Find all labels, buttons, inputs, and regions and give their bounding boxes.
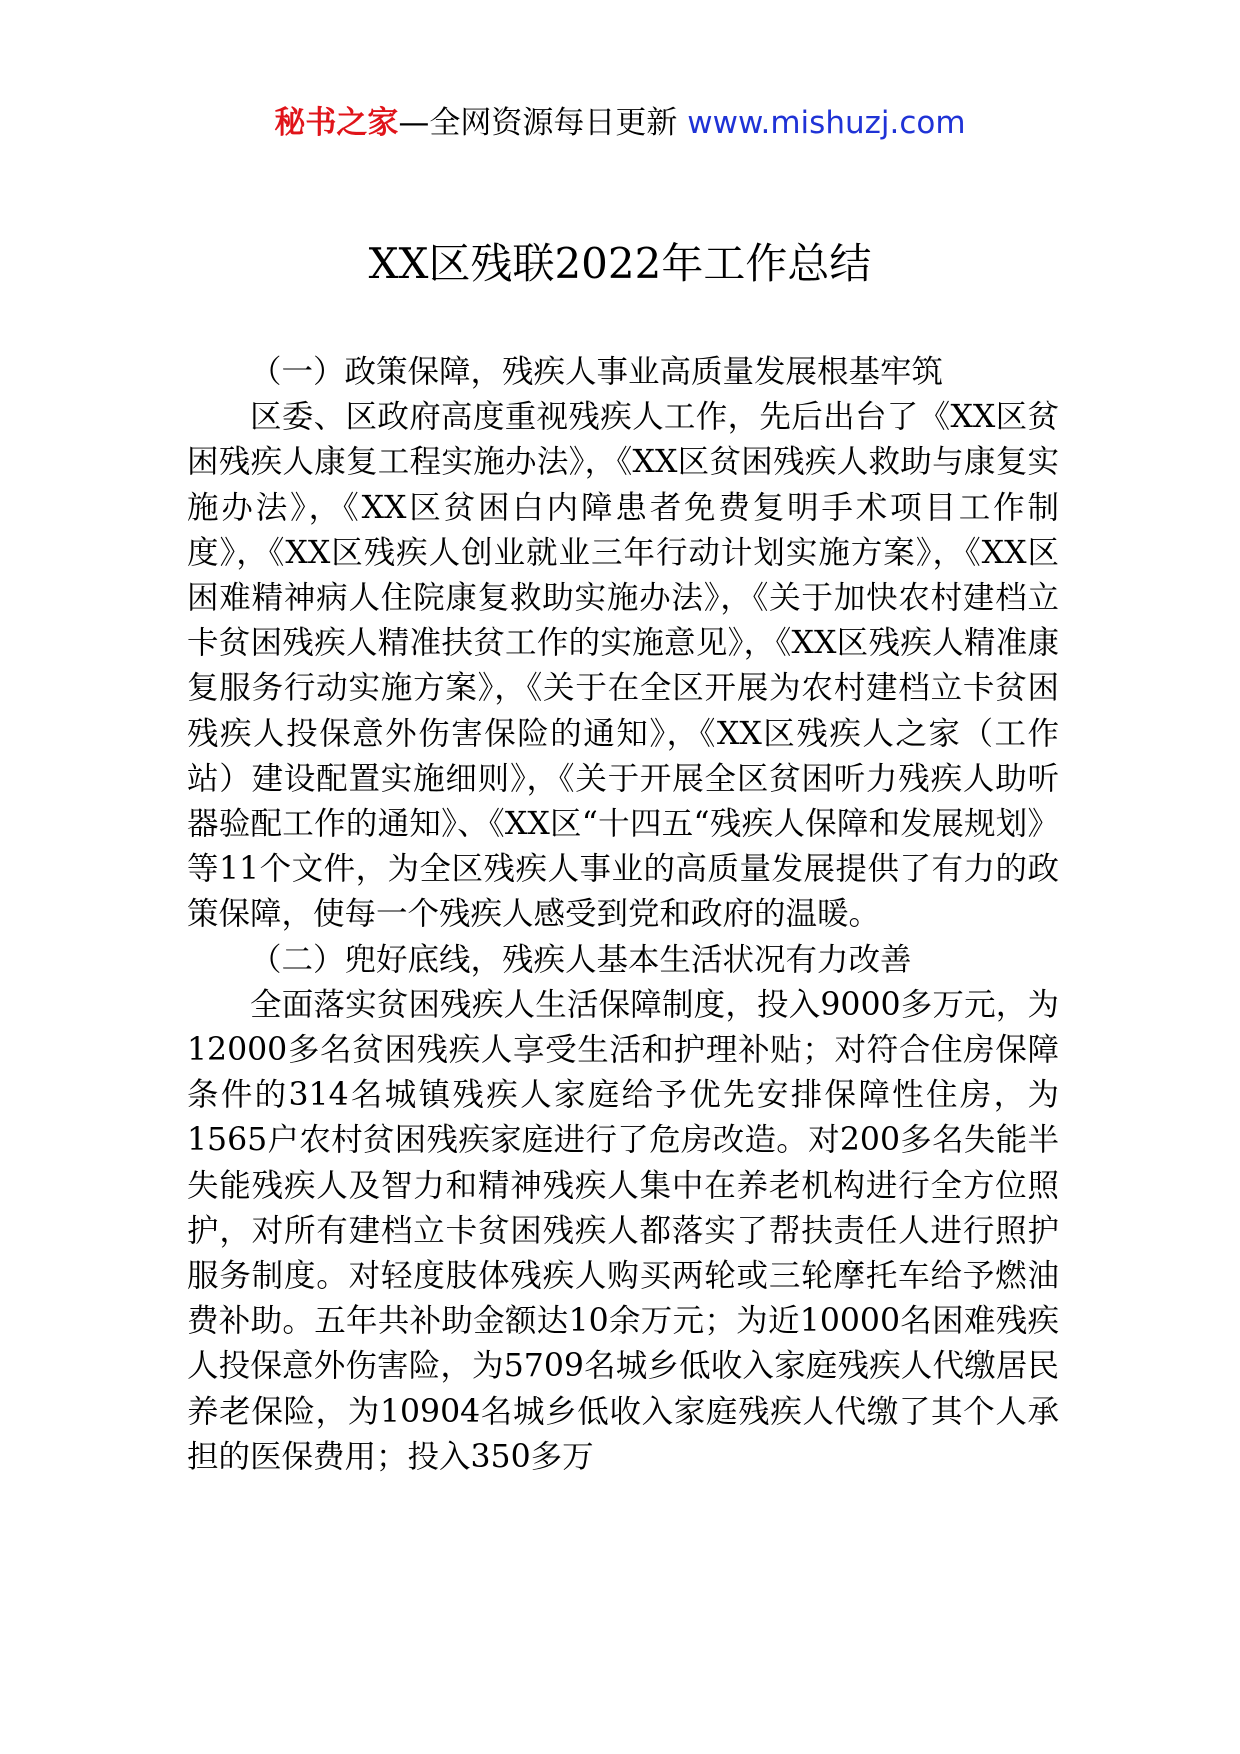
document-title: XX区残联2022年工作总结 <box>368 239 872 288</box>
site-brand: 秘书之家 <box>274 105 399 141</box>
document-body <box>187 350 1059 1480</box>
section-paragraph-2: 全面落实贫困残疾人生活保障制度，投入9000多万元，为12000多名贫困残疾人享受生活和护理补贴；对符合住房保障条件的314名城镇残疾人家庭给予优先安排保障性住房，为1565户农村贫困残疾家庭进行了危房改造。对200多名失能半失能残疾人及智力和精神残疾人集中在养老机构进行全方位照护，对所有建档立卡贫困残疾人都落实了帮扶责任人进行照护服务制度。对轻度肢体残疾人购买两轮或三轮摩托车给予燃油费补助。五年共补助金额达10余万元；为近10000名困难残疾人投保意外伤害险，为5709名城乡低收入家庭残疾人代缴居民养老保险，为10904名城乡低收入家庭残疾人代缴了其个人承担的医保费用；投入350多万 <box>187 986 1059 1475</box>
site-header <box>0 103 1240 143</box>
section-heading-2: （二）兜好底线，残疾人基本生活状况有力改善 <box>250 941 912 978</box>
site-url-link[interactable]: www.mishuzj.com <box>687 105 966 141</box>
section-paragraph-1: 区委、区政府高度重视残疾人工作，先后出台了《XX区贫困残疾人康复工程实施办法》，《XX区贫困残疾人救助与康复实施办法》，《XX区贫困白内障患者免费复明手术项目工作制度》，《XX区残疾人创业就业三年行动计划实施方案》，《XX区困难精神病人住院康复救助实施办法》，《关于加快农村建档立卡贫困残疾人精准扶贫工作的实施意见》，《XX区残疾人精准康复服务行动实施方案》，《关于在全区开展为农村建档立卡贫困残疾人投保意外伤害保险的通知》，《XX区残疾人之家（工作站）建设配置实施细则》，《关于开展全区贫困听力残疾人助听器验配工作的通知》、《XX区“十四五“残疾人保障和发展规划》等11个文件，为全区残疾人事业的高质量发展提供了有力的政策保障，使每一个残疾人感受到党和政府的温暖。 <box>187 399 1059 933</box>
section-heading-1: （一）政策保障，残疾人事业高质量发展根基牢筑 <box>250 354 944 390</box>
site-slogan: —全网资源每日更新 <box>398 105 688 141</box>
